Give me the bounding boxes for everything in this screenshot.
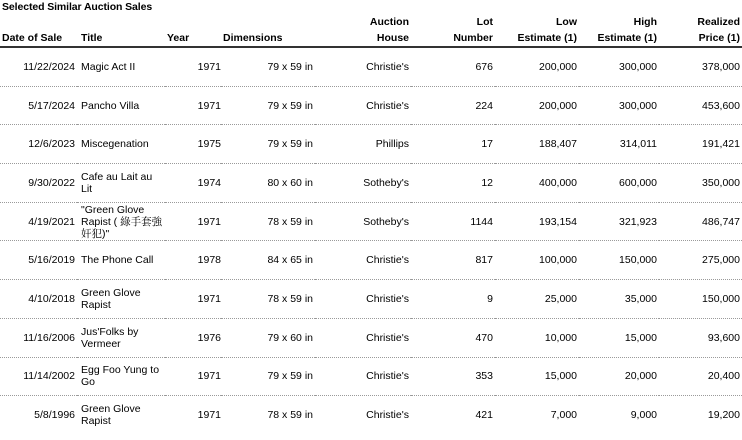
cell-title: Magic Act II bbox=[77, 47, 165, 86]
cell-title: Jus'Folks by Vermeer bbox=[77, 318, 165, 357]
table-row bbox=[0, 47, 742, 86]
table-row bbox=[0, 357, 742, 396]
cell-realized-price: 191,421 bbox=[659, 125, 742, 164]
cell-title: Cafe au Lait au Lit bbox=[77, 164, 165, 203]
cell-dimensions: 78 x 59 in bbox=[221, 202, 315, 241]
header-realized-price-line2: Price (1) bbox=[698, 32, 740, 44]
cell-low-estimate: 7,000 bbox=[550, 409, 577, 422]
cell-year: 1978 bbox=[165, 241, 221, 280]
cell-high-estimate: 314,011 bbox=[579, 125, 659, 164]
cell-year: 1971 bbox=[165, 202, 221, 241]
cell-date: 5/17/2024 bbox=[0, 86, 77, 125]
table-row bbox=[0, 86, 742, 125]
cell-dimensions: 79 x 59 in bbox=[221, 47, 315, 86]
cell-realized-price: 93,600 bbox=[659, 318, 742, 357]
cell-year: 1971 bbox=[165, 280, 221, 319]
cell-year: 1971 bbox=[197, 409, 221, 422]
cell-realized-price: 150,000 bbox=[659, 280, 742, 319]
cell-year: 1971 bbox=[165, 86, 221, 125]
cell-year: 1976 bbox=[165, 318, 221, 357]
table-header-row bbox=[0, 14, 742, 47]
cell-year: 1971 bbox=[165, 47, 221, 86]
cell-low-estimate: 100,000 bbox=[495, 241, 579, 280]
cell-lot-number: 470 bbox=[411, 318, 495, 357]
cell-low-estimate: 10,000 bbox=[495, 318, 579, 357]
cell-date: 4/19/2021 bbox=[0, 202, 77, 241]
cell-realized-price: 378,000 bbox=[659, 47, 742, 86]
cell-lot-number: 17 bbox=[411, 125, 495, 164]
cell-auction-house: Sotheby's bbox=[315, 164, 411, 203]
table-row bbox=[0, 241, 742, 280]
header-high-estimate-line1: High bbox=[633, 16, 657, 28]
cell-auction-house: Christie's bbox=[315, 241, 411, 280]
cell-low-estimate: 188,407 bbox=[495, 125, 579, 164]
cell-realized-price: 19,200 bbox=[707, 409, 740, 422]
cell-dimensions: 79 x 59 in bbox=[221, 86, 315, 125]
cell-date: 11/22/2024 bbox=[0, 47, 77, 86]
cell-auction-house: Christie's bbox=[315, 280, 411, 319]
cell-date: 12/6/2023 bbox=[0, 125, 77, 164]
cell-title: "Green Glove Rapist ( 綠手套強奸犯)" bbox=[77, 202, 165, 241]
cell-high-estimate: 600,000 bbox=[579, 164, 659, 203]
table-row bbox=[0, 318, 742, 357]
cell-high-estimate: 321,923 bbox=[579, 202, 659, 241]
cell-auction-house: Christie's bbox=[315, 86, 411, 125]
cell-realized-price: 275,000 bbox=[659, 241, 742, 280]
cell-high-estimate: 20,000 bbox=[579, 357, 659, 396]
cell-date: 4/10/2018 bbox=[0, 280, 77, 319]
cell-lot-number: 817 bbox=[411, 241, 495, 280]
cell-high-estimate: 9,000 bbox=[630, 409, 657, 422]
cell-title: Miscegenation bbox=[77, 125, 165, 164]
cell-high-estimate: 15,000 bbox=[579, 318, 659, 357]
cell-year: 1971 bbox=[165, 357, 221, 396]
header-dimensions: Dimensions bbox=[221, 14, 315, 47]
header-realized-price-line1: Realized bbox=[697, 16, 740, 28]
cell-date: 5/16/2019 bbox=[0, 241, 77, 280]
header-lot-number-line1: Lot bbox=[476, 16, 493, 28]
header-low-estimate-line1: Low bbox=[556, 16, 577, 28]
header-title: Title bbox=[77, 14, 165, 47]
cell-lot-number: 224 bbox=[411, 86, 495, 125]
cell-low-estimate: 200,000 bbox=[495, 86, 579, 125]
cell-realized-price: 20,400 bbox=[659, 357, 742, 396]
cell-title: Green Glove Rapist bbox=[77, 280, 165, 319]
cell-high-estimate: 300,000 bbox=[579, 47, 659, 86]
table-row bbox=[0, 125, 742, 164]
cell-title: The Phone Call bbox=[77, 241, 165, 280]
cell-title: Egg Foo Yung to Go bbox=[77, 357, 165, 396]
cell-dimensions: 78 x 59 in bbox=[267, 409, 313, 422]
header-high-estimate-line2: Estimate (1) bbox=[597, 32, 657, 44]
cell-dimensions: 78 x 59 in bbox=[221, 280, 315, 319]
cell-low-estimate: 15,000 bbox=[495, 357, 579, 396]
header-auction-house bbox=[315, 14, 411, 47]
cell-lot-number: 421 bbox=[475, 409, 493, 422]
cell-dimensions: 79 x 59 in bbox=[221, 125, 315, 164]
header-low-estimate-line2: Estimate (1) bbox=[517, 32, 577, 44]
header-low-estimate bbox=[495, 14, 579, 47]
cell-low-estimate: 25,000 bbox=[495, 280, 579, 319]
header-high-estimate bbox=[579, 14, 659, 47]
cell-auction-house: Sotheby's bbox=[315, 202, 411, 241]
cell-auction-house: Christie's bbox=[315, 357, 411, 396]
header-realized-price bbox=[659, 14, 742, 47]
cell-year: 1975 bbox=[165, 125, 221, 164]
cell-high-estimate: 150,000 bbox=[579, 241, 659, 280]
header-lot-number bbox=[411, 14, 495, 47]
cell-lot-number: 676 bbox=[411, 47, 495, 86]
cell-date: 9/30/2022 bbox=[0, 164, 77, 203]
auction-sales-table bbox=[0, 14, 742, 434]
table-row bbox=[0, 396, 742, 434]
cell-lot-number: 1144 bbox=[411, 202, 495, 241]
cell-lot-number: 353 bbox=[411, 357, 495, 396]
table-row bbox=[0, 202, 742, 241]
cell-high-estimate: 35,000 bbox=[579, 280, 659, 319]
cell-dimensions: 80 x 60 in bbox=[221, 164, 315, 203]
cell-dimensions: 79 x 59 in bbox=[221, 357, 315, 396]
table-row bbox=[0, 280, 742, 319]
cell-lot-number: 12 bbox=[411, 164, 495, 203]
cell-realized-price: 350,000 bbox=[659, 164, 742, 203]
header-date-of-sale: Date of Sale bbox=[0, 14, 77, 47]
cell-lot-number: 9 bbox=[411, 280, 495, 319]
header-auction-house-line1: Auction bbox=[369, 16, 409, 28]
cell-high-estimate: 300,000 bbox=[579, 86, 659, 125]
cell-auction-house: Phillips bbox=[315, 125, 411, 164]
cell-realized-price: 486,747 bbox=[659, 202, 742, 241]
cell-auction-house: Christie's bbox=[366, 409, 409, 422]
cell-realized-price: 453,600 bbox=[659, 86, 742, 125]
cell-low-estimate: 200,000 bbox=[495, 47, 579, 86]
cell-low-estimate: 400,000 bbox=[495, 164, 579, 203]
header-year: Year bbox=[165, 14, 221, 47]
header-lot-number-line2: Number bbox=[453, 32, 493, 44]
cell-year: 1974 bbox=[165, 164, 221, 203]
cell-auction-house: Christie's bbox=[315, 47, 411, 86]
table-row bbox=[0, 164, 742, 203]
cell-title: Pancho Villa bbox=[77, 86, 165, 125]
cell-low-estimate: 193,154 bbox=[495, 202, 579, 241]
cell-title: Green Glove Rapist bbox=[81, 403, 141, 428]
cell-date: 11/16/2006 bbox=[0, 318, 77, 357]
cell-date: 5/8/1996 bbox=[34, 409, 75, 422]
cell-dimensions: 84 x 65 in bbox=[221, 241, 315, 280]
cell-auction-house: Christie's bbox=[315, 318, 411, 357]
cell-dimensions: 79 x 60 in bbox=[221, 318, 315, 357]
page-title: Selected Similar Auction Sales bbox=[2, 1, 153, 13]
cell-date: 11/14/2002 bbox=[0, 357, 77, 396]
header-auction-house-line2: House bbox=[376, 32, 409, 44]
